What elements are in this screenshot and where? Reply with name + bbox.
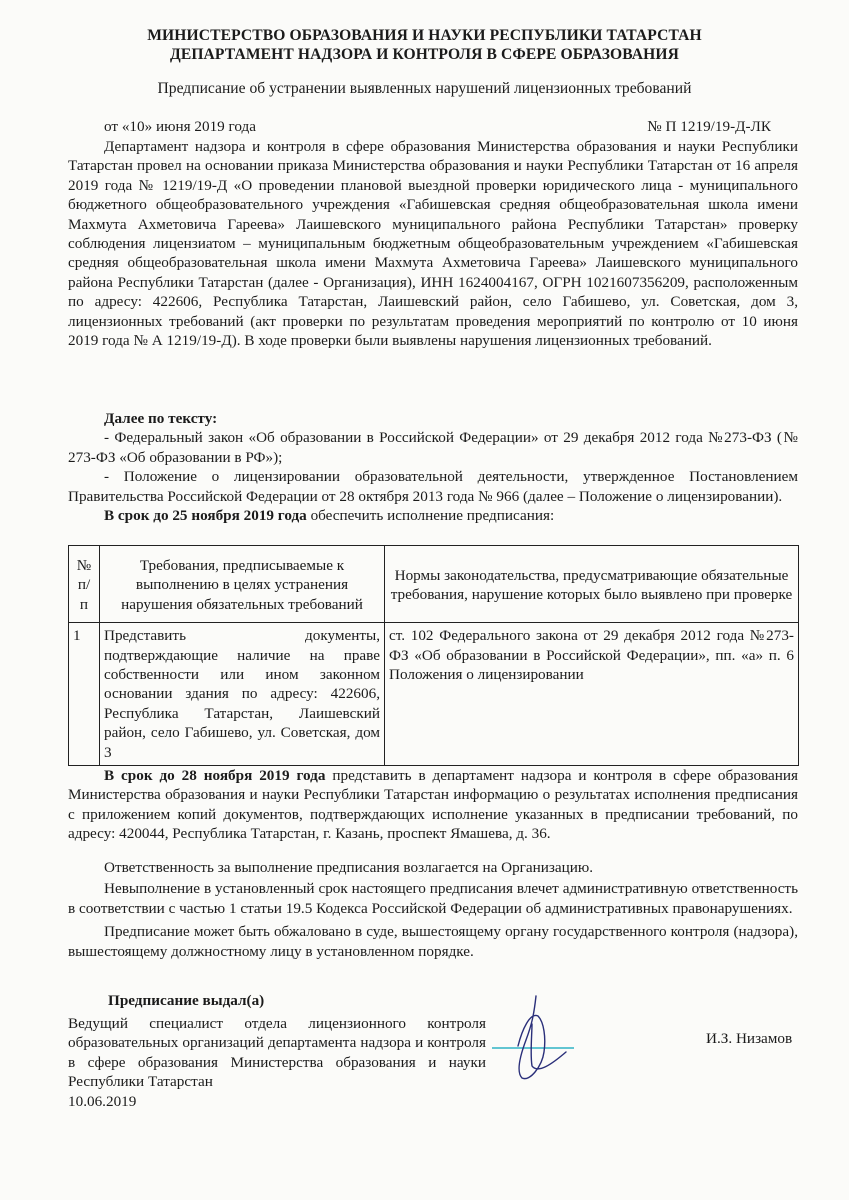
deadline-2-section [68, 766, 798, 844]
deadline-2-date: В срок до 28 ноября 2019 года [104, 767, 326, 784]
closing-paragraph: Предписание может быть обжаловано в суде, вышестоящему органу государственного контроля (надзора), вышестоящему должностному лицу в установленном порядке. [68, 923, 798, 960]
header-requirement: Требования, предписываемые к выполнению в целях устранения нарушения обязательных требований [100, 546, 385, 623]
deadline-1-text: обеспечить исполнение предписания: [306, 507, 555, 525]
document-number: № П 1219/19-Д-ЛК [647, 118, 771, 135]
header-number: № п/ п [69, 546, 100, 623]
document-header [0, 26, 849, 64]
closing-paragraph: Невыполнение в установленный срок настоящего предписания влечет административную ответственность в соответствии с частью 1 статьи 19.5 Кодекса Российской Федерации об административных правонарушениях. [68, 880, 798, 917]
department-name: ДЕПАРТАМЕНТ НАДЗОРА И КОНТРОЛЯ В СФЕРЕ ОБРАЗОВАНИЯ [170, 46, 679, 63]
intro-paragraph: Департамент надзора и контроля в сфере образования Министерства образования и науки Республики Татарстан провел на основании приказа Министерства образования и науки Республики Татарстан от 16 апреля 2019 года № 1219/19-Д «О проведении плановой выездной проверки юридического лица - муниципального бюджетного общеобразовательного учреждения «Габишевская средняя общеобразовательная школа имени Махмута Ахметовича Гареева» Лаишевского муниципального района Республики Татарстан» проверку соблюдения лицензиатом – муниципальным бюджетным общеобразовательным учреждением «Габишевская средняя общеобразовательная школа имени Махмута Ахметовича Гареева» Лаишевского муниципального района Республики Татарстан (далее - Организация), ИНН 1624004167, ОГРН 1021607356209, расположенным по адресу: 422606, Республика Татарстан, Лаишевский район, село Габишево, ул. Советская, дом 3, лицензионных требований (акт проверки по результатам проведения мероприятий по контролю от 10 июня 2019 года № А 1219/19-Д). В ходе проверки были выявлены нарушения лицензионных требований. [68, 138, 798, 350]
closing-paragraph: Ответственность за выполнение предписания возлагается на Организацию. [104, 859, 594, 876]
signature-date: 10.06.2019 [68, 1092, 137, 1110]
handwritten-signature [492, 994, 582, 1095]
signature-heading: Предписание выдал(а) [108, 992, 265, 1009]
row-requirement: Представить документы, подтверждающие наличие на праве собственности или ином законном основании здания по адресу: 422606, Республика Татарстан, Лаишевский район, село Габишево, ул. Советская, дом 3 [100, 623, 385, 766]
reference-item: - Федеральный закон «Об образовании в Российской Федерации» от 29 декабря 2012 года №273-ФЗ (№ 273-ФЗ «Об образовании в РФ»); [68, 429, 798, 466]
deadline-2 [68, 766, 798, 844]
row-norm: ст. 102 Федерального закона от 29 декабря 2012 года №273-ФЗ «Об образовании в Российской Федерации», пп. «а» п. 6 Положения о лицензировании [385, 623, 799, 766]
signer-position-block [68, 1014, 486, 1111]
header-norm: Нормы законодательства, предусматривающие обязательные требования, нарушение которых было выявлено при проверке [385, 546, 799, 623]
deadline-1-date: В срок до 25 ноября 2019 года [104, 507, 307, 525]
document-title: Предписание об устранении выявленных нарушений лицензионных требований [157, 80, 692, 97]
signer-name: И.З. Низамов [706, 1030, 793, 1047]
table-row [69, 623, 799, 766]
references-section [68, 409, 798, 525]
table-header-row [69, 546, 799, 623]
requirements-table [68, 545, 799, 766]
row-number: 1 [69, 623, 100, 766]
references-heading: Далее по тексту: [104, 410, 218, 427]
deadline-2-text: представить в департамент надзора и контроля в сфере образования Министерства образования и науки Республики Татарстан информацию о результатах исполнения предписания с приложением копий документов, подтверждающих исполнение указанных в предписании требований, по адресу: 420044, Республика Татарстан, г. Казань, проспект Ямашева, д. 36. [68, 767, 798, 843]
signer-position: Ведущий специалист отдела лицензионного контроля образовательных организаций департамента надзора и контроля в сфере образования Министерства образования и науки Республики Татарстан [68, 1015, 486, 1091]
intro-section [68, 137, 798, 350]
deadline-1 [68, 506, 798, 525]
closing-section [68, 858, 798, 961]
document-date: от «10» июня 2019 года [104, 118, 257, 135]
ministry-name: МИНИСТЕРСТВО ОБРАЗОВАНИЯ И НАУКИ РЕСПУБЛИКИ ТАТАРСТАН [147, 27, 702, 44]
reference-item: - Положение о лицензировании образовательной деятельности, утвержденное Постановлением Правительства Российской Федерации от 28 октября 2013 года № 966 (далее – Положение о лицензировании). [68, 468, 798, 505]
